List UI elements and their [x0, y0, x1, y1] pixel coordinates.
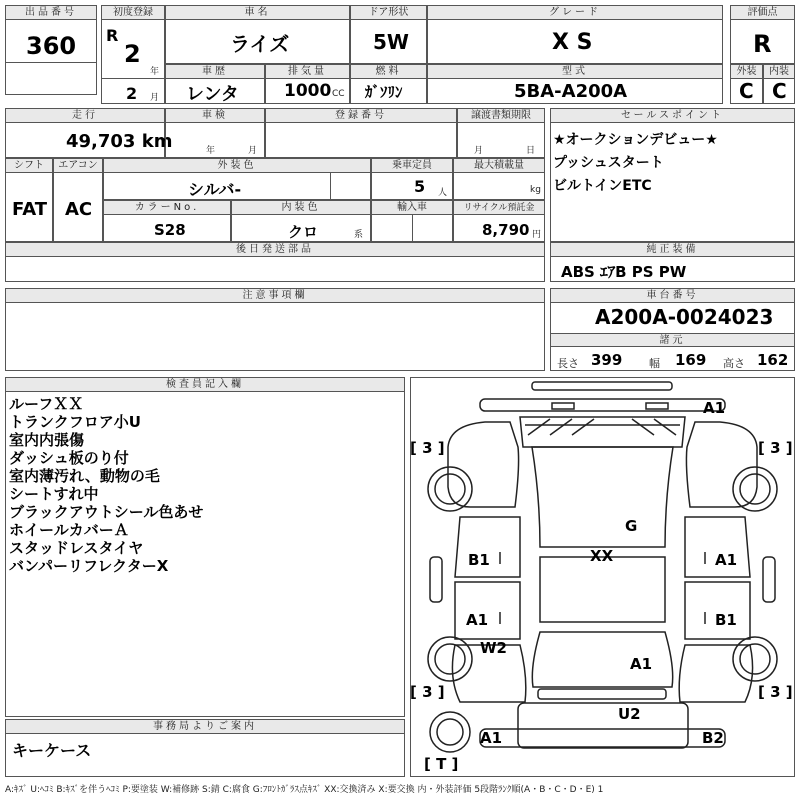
- model-label: 型式: [428, 65, 722, 79]
- damage-roof: XX: [590, 547, 614, 565]
- color-no-value: S28: [154, 221, 186, 239]
- regno-label: 登録番号: [266, 109, 456, 123]
- sales-point: ★オークションデビュー★: [553, 132, 718, 148]
- score-label: 評価点: [731, 6, 794, 20]
- exterior-box: [730, 64, 763, 104]
- displacement-label: 排気量: [266, 65, 349, 79]
- recycle-value: 8,790: [482, 221, 530, 239]
- ac-label: エアコン: [54, 159, 102, 173]
- score-box: [730, 5, 795, 64]
- transfer-label: 譲渡書類期限: [458, 109, 544, 123]
- lot-box: [5, 5, 97, 95]
- shift-label: シフト: [6, 159, 52, 173]
- door-value: 5W: [373, 30, 409, 54]
- damage-rear-left: A1: [480, 729, 503, 747]
- shift-value: FAT: [12, 199, 48, 220]
- exterior-label: 外装: [731, 65, 762, 79]
- damage-right-front-door: A1: [715, 551, 738, 569]
- interior-grade: C: [772, 79, 787, 103]
- int-color-box: [231, 200, 371, 242]
- later-parts-box: [5, 242, 545, 282]
- int-color-unit: 系: [354, 230, 364, 240]
- history-box: [165, 64, 265, 104]
- mileage-box: [5, 108, 173, 158]
- lot-number: 360: [26, 32, 77, 60]
- interior-box: [763, 64, 795, 104]
- notes-label: 注意事項欄: [6, 289, 544, 303]
- damage-tire-fr: [ 3 ]: [758, 439, 793, 457]
- lot-label: 出品番号: [6, 6, 96, 20]
- car-diagram-canvas: [410, 377, 795, 777]
- displacement-box: [265, 64, 350, 104]
- damage-rear-right: B2: [702, 729, 724, 747]
- inspector-item: ルーフＸＸ: [9, 395, 84, 413]
- notes-box: [5, 288, 545, 371]
- grade-box: [427, 5, 723, 64]
- transfer-day-unit: 日: [526, 146, 536, 156]
- interior-label: 内装: [764, 65, 794, 79]
- car-name-box: [165, 5, 350, 64]
- car-name-label: 車名: [166, 6, 349, 20]
- damage-tire-fl: [ 3 ]: [410, 439, 445, 457]
- color-label: 外装色: [104, 159, 370, 173]
- damage-legend: A:ｷｽﾞ U:ﾍｺﾐ B:ｷｽﾞを伴うﾍｺﾐ P:要塗装 W:補修跡 S:錆 C:腐食 G:ﾌﾛﾝﾄｶﾞﾗｽ点ｷｽﾞ XX:交換済み X:要交換 内・外装評価 5段階ﾗﾝｸ順(A・B・C・D・E) 1: [5, 785, 604, 795]
- dims-label: 諸元: [551, 333, 794, 347]
- sales-point: プッシュスタート: [553, 155, 664, 171]
- inspector-item: スタッドレスタイヤ: [9, 539, 144, 557]
- height-label: 高さ: [723, 357, 745, 370]
- inspector-item: ブラックアウトシール色あせ: [9, 503, 204, 521]
- inspection-year-unit: 年: [206, 146, 216, 156]
- load-box: [453, 158, 545, 200]
- damage-left-front-door: B1: [468, 551, 490, 569]
- model-box: [427, 64, 723, 104]
- inspection-month-unit: 月: [248, 146, 258, 156]
- ac-value: AC: [65, 199, 93, 220]
- inspector-label: 検査員記入欄: [6, 378, 404, 392]
- chassis-number: A200A-0024023: [595, 305, 774, 329]
- color-value: シルバ-: [188, 180, 242, 199]
- damage-tire-rr: [ 3 ]: [758, 683, 793, 701]
- fuel-box: [350, 64, 427, 104]
- transfer-month-unit: 月: [474, 146, 484, 156]
- color-box: [103, 158, 371, 200]
- damage-rear-glass: A1: [630, 655, 653, 673]
- damage-front-right: A1: [703, 399, 726, 417]
- reg-month: 2: [126, 84, 138, 103]
- inspector-item: トランクフロア小U: [9, 413, 141, 431]
- transfer-box: [457, 108, 545, 158]
- damage-right-rear-door: B1: [715, 611, 737, 629]
- displacement-value: 1000: [284, 81, 332, 101]
- shift-box: [5, 158, 53, 242]
- import-label: 輸入車: [372, 201, 452, 215]
- chassis-label: 車台番号: [551, 289, 794, 303]
- mileage-label: 走行: [6, 109, 164, 123]
- capacity-value: 5: [414, 177, 426, 196]
- color-no-box: [103, 200, 231, 242]
- exterior-grade: C: [739, 79, 754, 103]
- sales-points-label: セールスポイント: [551, 109, 794, 123]
- inspector-item: 室内内張傷: [9, 431, 85, 449]
- inspector-item: 室内薄汚れ、動物の毛: [9, 467, 160, 485]
- grade-value: X S: [552, 30, 593, 55]
- inspector-item: ホイールカバーＡ: [9, 521, 129, 539]
- car-name: ライズ: [230, 32, 290, 56]
- door-box: [350, 5, 427, 64]
- load-unit: kg: [530, 185, 541, 195]
- capacity-box: [371, 158, 453, 200]
- damage-rear-bumper-center: U2: [618, 705, 641, 723]
- equipment-box: [550, 242, 795, 282]
- score-value: R: [753, 30, 772, 58]
- model-value: 5BA-A200A: [514, 81, 628, 102]
- color-no-label: カラーNo.: [104, 201, 230, 215]
- damage-windshield: G: [625, 517, 638, 535]
- width-label: 幅: [649, 357, 660, 370]
- length-value: 399: [591, 351, 623, 369]
- import-box: [371, 200, 453, 242]
- chassis-box: [550, 288, 795, 371]
- office-box: [5, 719, 405, 777]
- recycle-box: [453, 200, 545, 242]
- recycle-unit: 円: [532, 230, 542, 240]
- cc-unit: CC: [332, 89, 345, 99]
- later-parts-label: 後日発送部品: [6, 243, 544, 257]
- sales-points-list: [553, 129, 718, 198]
- damage-tire-rl: [ 3 ]: [410, 683, 445, 701]
- office-label: 事務局よりご案内: [6, 720, 404, 734]
- fuel-label: 燃料: [351, 65, 426, 79]
- sales-point: ビルトインETC: [553, 178, 652, 194]
- inspector-list: [9, 395, 203, 575]
- month-unit: 月: [150, 93, 160, 103]
- load-label: 最大積載量: [454, 159, 544, 173]
- recycle-label: リサイクル預託金: [454, 201, 544, 215]
- capacity-unit: 人: [438, 188, 448, 198]
- damage-left-rear-quarter: W2: [480, 639, 507, 657]
- year-unit: 年: [150, 67, 160, 77]
- grade-label: グレード: [428, 6, 722, 20]
- width-value: 169: [675, 351, 707, 369]
- door-label: ドア形状: [351, 6, 426, 20]
- inspector-item: バンパーリフレクターX: [9, 557, 169, 575]
- sales-points-box: [550, 108, 795, 242]
- car-outline: [410, 377, 795, 777]
- damage-left-rear-door: A1: [466, 611, 489, 629]
- length-label: 長さ: [557, 357, 579, 370]
- height-value: 162: [757, 351, 789, 369]
- int-color-value: クロ: [288, 223, 319, 241]
- spare-tire-mark: [ T ]: [424, 755, 459, 773]
- fuel-value: ｶﾞｿﾘﾝ: [365, 83, 403, 101]
- first-registration-box: [101, 5, 165, 104]
- history-value: レンタ: [186, 84, 239, 105]
- int-color-label: 内装色: [232, 201, 370, 215]
- inspection-box: [165, 108, 265, 158]
- mileage-value: 49,703 km: [66, 131, 173, 152]
- history-label: 車歴: [166, 65, 264, 79]
- era: R: [106, 26, 119, 45]
- regno-box: [265, 108, 457, 158]
- reg-year: 2: [124, 40, 141, 68]
- equipment-label: 純正装備: [551, 243, 794, 257]
- ac-box: [53, 158, 103, 242]
- capacity-label: 乗車定員: [372, 159, 452, 173]
- inspector-box: [5, 377, 405, 717]
- inspector-item: シートすれ中: [9, 485, 99, 503]
- first-reg-label: 初度登録: [102, 6, 164, 20]
- equipment-value: ABS ｴｱB PS PW: [561, 263, 687, 281]
- office-value: キーケース: [12, 741, 92, 760]
- inspection-label: 車検: [166, 109, 264, 123]
- inspector-item: ダッシュ板のり付: [9, 449, 129, 467]
